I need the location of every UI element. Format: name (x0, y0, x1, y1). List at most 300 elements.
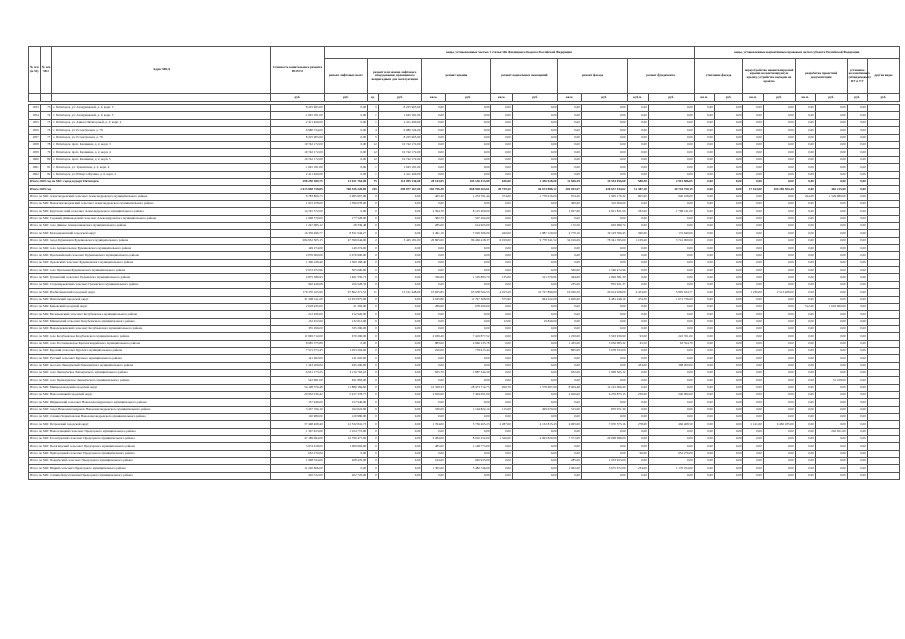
value-cell: 0,00 (795, 178, 815, 185)
value-cell: 0,00 (763, 384, 795, 391)
value-cell: 0,00 (627, 311, 648, 318)
value-cell: 0,00 (815, 201, 847, 208)
value-cell: 0,00 (445, 325, 491, 332)
value-cell: 284 952 505,15 (271, 237, 324, 244)
value-cell: 678 260,00 (445, 303, 491, 310)
value-cell: 0,00 (714, 355, 743, 362)
value-cell: 0,00 (714, 208, 743, 215)
value-cell: 0,00 (743, 274, 763, 281)
value-cell (867, 259, 899, 266)
value-cell: 2 018 935,00 (271, 303, 324, 310)
value-cell: 0,00 (714, 333, 743, 340)
value-cell: 20 865,00 (422, 237, 445, 244)
value-cell: 278,00 (627, 421, 648, 428)
municipality-total-row (29, 347, 900, 354)
value-cell: 0,00 (627, 267, 648, 274)
value-cell: 0,00 (763, 119, 795, 126)
value-cell: 0,00 (795, 281, 815, 288)
value-cell: 940 108,00 (648, 193, 694, 200)
value-cell: 1 233 791,44 (445, 193, 491, 200)
value-cell: 0 (368, 428, 379, 435)
value-cell: 0,00 (763, 245, 795, 252)
value-cell: 0,00 (815, 443, 847, 450)
value-cell: 1 603 960,00 (815, 303, 847, 310)
value-cell: 0,00 (815, 325, 847, 332)
value-cell: 0 (368, 391, 379, 398)
value-cell: 19 554 056,60 (581, 178, 627, 185)
value-cell: 0,00 (694, 267, 714, 274)
municipality-total-row (29, 399, 900, 406)
value-cell: 1 236,00 (743, 289, 763, 296)
value-cell: 141 602,00 (324, 355, 368, 362)
value-cell: 0,00 (581, 171, 627, 178)
municipality-total-row (29, 208, 900, 215)
value-cell: 0,00 (581, 318, 627, 325)
value-cell: 0,00 (445, 428, 491, 435)
value-cell: 0,00 (847, 436, 867, 443)
row-address: г. Пятигорск, ул. Транзитная, д. 2, корп. 4 (52, 164, 271, 171)
value-cell: 5 (368, 105, 379, 112)
value-cell: 5 056 085,32 (581, 340, 627, 347)
value-cell: 0,00 (512, 215, 558, 222)
value-cell: 0,00 (512, 377, 558, 384)
value-cell: 4 (368, 127, 379, 134)
municipality-total-row (29, 237, 900, 244)
value-cell: 0,00 (512, 119, 558, 126)
value-cell: 0,00 (627, 325, 648, 332)
value-cell: 2 411 400,00 (271, 171, 324, 178)
row-number-mo: 77 (40, 134, 52, 141)
value-cell: 0,00 (627, 215, 648, 222)
value-cell: 0,00 (694, 311, 714, 318)
value-cell: 19 742 172,00 (378, 149, 422, 156)
unit-cell: кв.м. (422, 94, 445, 102)
row-number: 1960 (29, 156, 41, 163)
row-number: 1956 (29, 127, 41, 134)
table-row (29, 119, 900, 126)
value-cell: 0,00 (648, 377, 694, 384)
value-cell (867, 237, 899, 244)
value-cell: 0,00 (847, 178, 867, 185)
value-cell: 0,00 (422, 267, 445, 274)
value-cell: 0,00 (795, 362, 815, 369)
value-cell: 1 461 559,73 (324, 274, 368, 281)
value-cell: 0,00 (694, 303, 714, 310)
value-cell: 883,00 (422, 340, 445, 347)
unit-cell: руб. (815, 94, 847, 102)
value-cell: 12 532 841,73 (324, 421, 368, 428)
value-cell: 0,00 (648, 156, 694, 163)
value-cell: 0,00 (491, 303, 512, 310)
value-cell: 0,00 (558, 127, 581, 134)
value-cell (867, 303, 899, 310)
value-cell: 0,00 (743, 178, 763, 185)
value-cell: 0,00 (648, 303, 694, 310)
municipality-total-row (29, 421, 900, 428)
value-cell: 0,00 (558, 112, 581, 119)
value-cell: 2 072 072,96 (271, 267, 324, 274)
value-cell: 6 980 724,00 (271, 127, 324, 134)
value-cell: 0,00 (378, 311, 422, 318)
value-cell: 0,00 (714, 164, 743, 171)
value-cell: 11 (368, 289, 379, 296)
value-cell: 0,00 (491, 311, 512, 318)
value-cell: 8 225 905,00 (271, 105, 324, 112)
value-cell: 0,00 (491, 252, 512, 259)
value-cell: 0,00 (491, 267, 512, 274)
unit-blank (40, 94, 52, 102)
value-cell: 0,00 (714, 428, 743, 435)
value-cell: 0,00 (378, 355, 422, 362)
value-cell: 932,00 (558, 369, 581, 376)
value-cell: 0,00 (847, 259, 867, 266)
value-cell: 298 250 380,75 (271, 178, 324, 185)
value-cell: 0,00 (815, 311, 847, 318)
value-cell: 0,00 (445, 149, 491, 156)
value-cell: 0,00 (763, 391, 795, 398)
value-cell: 0,00 (422, 156, 445, 163)
value-cell: 2 915 586,65 (648, 178, 694, 185)
value-cell: 0,00 (815, 127, 847, 134)
value-cell: 96,00 (627, 450, 648, 457)
value-cell: 0,00 (714, 472, 743, 479)
value-cell: 63 354,79 (648, 340, 694, 347)
value-cell: 0,00 (627, 105, 648, 112)
value-cell: 0,00 (512, 141, 558, 148)
row-address: г. Пятигорск, ул. Ессентукская, д. 78 (52, 134, 271, 141)
header-lift-shafts: ремонт лифтовых шахт (324, 59, 368, 94)
value-cell: 1 645 181,00 (378, 164, 422, 171)
value-cell: 0,00 (743, 149, 763, 156)
value-cell: 0 (368, 436, 379, 443)
value-cell: 0,00 (378, 443, 422, 450)
value-cell: 1 305,00 (422, 465, 445, 472)
value-cell: 0,00 (815, 333, 847, 340)
value-cell: 0,00 (815, 458, 847, 465)
value-cell: 0,00 (743, 127, 763, 134)
value-cell: 28 339,48 (324, 223, 368, 230)
value-cell: 0,00 (445, 112, 491, 119)
value-cell: 0,00 (581, 377, 627, 384)
value-cell: 311 370,00 (512, 274, 558, 281)
value-cell: 0 (368, 230, 379, 237)
value-cell: 316 000,00 (581, 201, 627, 208)
value-cell: 9 778 541,52 (512, 237, 558, 244)
value-cell: 0,00 (445, 267, 491, 274)
value-cell: 0,00 (558, 443, 581, 450)
value-cell: 5 (368, 134, 379, 141)
municipality-total-row (29, 428, 900, 435)
value-cell: 194,00 (422, 458, 445, 465)
value-cell: 1 645 181,00 (271, 164, 324, 171)
value-cell: 0 (368, 369, 379, 376)
value-cell: 285,00 (558, 458, 581, 465)
municipality-label: Итого по МО: село Кочубеевское Кочубеевского муниципального района (29, 333, 271, 340)
value-cell: 0,00 (795, 141, 815, 148)
value-cell: 0,00 (795, 149, 815, 156)
value-cell: 1 247 085,12 (271, 223, 324, 230)
municipality-label: Итого по МО: Прасковейский сельсовет Буденновского муниципального района (29, 252, 271, 259)
value-cell: 0,00 (795, 311, 815, 318)
value-cell: 360,00 (627, 230, 648, 237)
value-cell: 0,00 (795, 112, 815, 119)
value-cell: 426,00 (491, 230, 512, 237)
value-cell: 0,00 (648, 458, 694, 465)
value-cell: 0,00 (694, 436, 714, 443)
value-cell: 0,00 (491, 347, 512, 354)
value-cell: 1 033 923,00 (581, 458, 627, 465)
value-cell: 0,00 (558, 318, 581, 325)
value-cell: 0,00 (512, 164, 558, 171)
value-cell: 0,00 (627, 156, 648, 163)
value-cell: 0,00 (795, 105, 815, 112)
unit-cell: кв.м. (795, 94, 815, 102)
value-cell: 0,00 (581, 325, 627, 332)
value-cell: 0,00 (558, 149, 581, 156)
value-cell: 0,00 (714, 215, 743, 222)
value-cell: 0,00 (378, 193, 422, 200)
total-label: Итого 2029 год по МО: город-курорт Пятигорск (29, 178, 271, 185)
value-cell: 0,00 (815, 347, 847, 354)
unit-cell: куб.м. (627, 94, 648, 102)
value-cell: 0,00 (763, 208, 795, 215)
value-cell: 0,00 (743, 208, 763, 215)
value-cell: 0,00 (491, 333, 512, 340)
value-cell: 0,00 (815, 369, 847, 376)
value-cell: 0,00 (795, 186, 815, 193)
value-cell: 28 143,05 (422, 178, 445, 185)
value-cell: 0,00 (378, 391, 422, 398)
table-row (29, 149, 900, 156)
value-cell: 19 742 172,00 (271, 141, 324, 148)
value-cell: 0,00 (795, 164, 815, 171)
value-cell (867, 267, 899, 274)
value-cell: 0,00 (694, 215, 714, 222)
value-cell: 1 566 472,96 (581, 267, 627, 274)
unit-cell: кв.м. (694, 94, 714, 102)
value-cell: 0,00 (743, 369, 763, 376)
value-cell: 2 626,00 (558, 391, 581, 398)
value-cell: 0,00 (743, 311, 763, 318)
value-cell: 0,00 (512, 156, 558, 163)
value-cell: 0,00 (714, 112, 743, 119)
value-cell: 0,00 (512, 428, 558, 435)
municipality-label: Итого по МО: Ширковский сельсовет Новоалександровского муниципального района (29, 399, 271, 406)
table-row (29, 171, 900, 178)
table-row (29, 112, 900, 119)
header-elevators: ремонт или замена лифтового оборудования, признанного непригодным для эксплуатации (368, 59, 422, 94)
municipality-label: Итого по МО: поселок Левокумский Левокумского муниципального района (29, 362, 271, 369)
value-cell (867, 450, 899, 457)
value-cell: 0,00 (445, 281, 491, 288)
value-cell: 0,00 (378, 347, 422, 354)
value-cell: 0,00 (743, 296, 763, 303)
value-cell: 0,00 (815, 296, 847, 303)
value-cell (867, 112, 899, 119)
municipality-total-row (29, 377, 900, 384)
value-cell: 0,00 (491, 259, 512, 266)
value-cell: 0,00 (627, 119, 648, 126)
municipality-label: Итого по МО: Александровский сельсовет Александровского муниципального района (29, 193, 271, 200)
value-cell: 0,00 (795, 171, 815, 178)
value-cell: 0,00 (491, 223, 512, 230)
value-cell: 426 637 544,62 (581, 186, 627, 193)
municipality-total-row (29, 252, 900, 259)
value-cell: 135,00 (491, 274, 512, 281)
value-cell: 0,00 (422, 281, 445, 288)
value-cell: 285,00 (422, 223, 445, 230)
municipality-label: Итого по МО: Новоселицкий сельсовет Предгорного муниципального района (29, 428, 271, 435)
value-cell: 0,00 (627, 112, 648, 119)
value-cell: 3 741 000,00 (648, 237, 694, 244)
value-cell: 1 (368, 112, 379, 119)
header-num1: № п/п (н-52) (29, 47, 41, 94)
value-cell: 0,00 (445, 377, 491, 384)
value-cell: 0,00 (763, 127, 795, 134)
value-cell: 0,00 (815, 465, 847, 472)
municipality-label: Итого по МО: город Новоалександровск Новоалександровского муниципального района (29, 406, 271, 413)
value-cell (867, 399, 899, 406)
value-cell: 0,00 (763, 296, 795, 303)
row-address: г. Пятигорск, прсп. Калинина, д. 2, корп. 3 (52, 141, 271, 148)
value-cell: 4 770,10 (558, 230, 581, 237)
value-cell: 4 132 815,43 (512, 421, 558, 428)
value-cell: 12 (368, 141, 379, 148)
value-cell: 0,00 (743, 347, 763, 354)
value-cell: 0,00 (558, 428, 581, 435)
value-cell: 0,00 (763, 164, 795, 171)
value-cell: 222 761,00 (648, 333, 694, 340)
value-cell: 0,00 (512, 303, 558, 310)
value-cell: 0,00 (795, 289, 815, 296)
value-cell: 0,00 (491, 164, 512, 171)
value-cell: 0,00 (743, 201, 763, 208)
value-cell: 636,00 (491, 178, 512, 185)
value-cell: 398 200,00 (648, 362, 694, 369)
value-cell: 0,00 (445, 472, 491, 479)
value-cell: 0 (368, 355, 379, 362)
value-cell: 614 665,00 (445, 223, 491, 230)
value-cell: 8 225 905,00 (378, 105, 422, 112)
value-cell: 1 148 773,00 (445, 443, 491, 450)
header-design-docs: разработка проектной документации (795, 59, 847, 94)
value-cell: 0,00 (763, 414, 795, 421)
value-cell: 204 943,97 (558, 186, 581, 193)
value-cell: 0,00 (581, 119, 627, 126)
value-cell: 0,00 (815, 421, 847, 428)
value-cell: 0 (368, 406, 379, 413)
value-cell: 0,00 (378, 252, 422, 259)
value-cell: 2 076 900,00 (324, 252, 368, 259)
value-cell: 0,00 (648, 127, 694, 134)
value-cell: 0,00 (694, 141, 714, 148)
row-address: г. Пятигорск, ул. Анисы Пятигорской, д. 3, корп. 2 (52, 119, 271, 126)
value-cell: 0,00 (795, 347, 815, 354)
value-cell: 230,00 (627, 391, 648, 398)
value-cell: 0,00 (763, 267, 795, 274)
value-cell: 0,00 (694, 369, 714, 376)
value-cell: 30 744 750,19 (648, 186, 694, 193)
row-address: г. Пятигорск, ул. Аллаудиновой, д. 6, корп. 5 (52, 112, 271, 119)
value-cell: 0 (368, 399, 379, 406)
value-cell: 0,00 (422, 325, 445, 332)
value-cell: 0,00 (847, 391, 867, 398)
value-cell: 0,00 (512, 347, 558, 354)
value-cell: 0,00 (491, 208, 512, 215)
value-cell: 0,00 (648, 414, 694, 421)
value-cell: 78 341 395,00 (581, 237, 627, 244)
value-cell: 0,00 (445, 252, 491, 259)
value-cell: 0 (368, 267, 379, 274)
header-metering-devices: установка коллективных (общедомовых) ПУ и УУ (847, 59, 867, 94)
value-cell: 0,00 (815, 281, 847, 288)
value-cell: 0,00 (714, 458, 743, 465)
municipality-label: Итого по МО: Круглолесский сельсовет Александровского муниципального района (29, 208, 271, 215)
value-cell: 0,00 (648, 384, 694, 391)
value-cell: 0,00 (847, 223, 867, 230)
value-cell: 0,00 (795, 436, 815, 443)
value-cell: 0,00 (445, 245, 491, 252)
unit-cell: кв.м. (558, 94, 581, 102)
value-cell: 0,00 (558, 259, 581, 266)
value-cell: 0,00 (763, 134, 795, 141)
value-cell: 0,00 (422, 355, 445, 362)
value-cell: 0,00 (714, 303, 743, 310)
value-cell: 0 (368, 472, 379, 479)
municipality-total-row (29, 458, 900, 465)
value-cell: 0,00 (815, 156, 847, 163)
value-cell: 224,00 (795, 193, 815, 200)
value-cell: 0,00 (714, 406, 743, 413)
value-cell: 0,00 (512, 201, 558, 208)
value-cell: 0,00 (378, 436, 422, 443)
value-cell: 0,00 (694, 134, 714, 141)
value-cell: 0,00 (714, 259, 743, 266)
municipality-label: Итого по МО: Изобильненский городской округ (29, 289, 271, 296)
value-cell: 1 826 581,30 (581, 274, 627, 281)
value-cell: 2 076 900,00 (271, 252, 324, 259)
value-cell: 0,00 (378, 274, 422, 281)
value-cell: 0,00 (445, 318, 491, 325)
value-cell: 868 948 263,61 (445, 186, 491, 193)
unit-cell: руб. (714, 94, 743, 102)
value-cell: 0,00 (627, 428, 648, 435)
value-cell: 603 080,74 (581, 223, 627, 230)
value-cell: 0,00 (847, 355, 867, 362)
value-cell: 2 085 967,00 (324, 193, 368, 200)
value-cell: 0,00 (847, 193, 867, 200)
value-cell: 0,00 (378, 406, 422, 413)
value-cell: 0,00 (763, 436, 795, 443)
value-cell: 0,00 (763, 237, 795, 244)
value-cell: 0,00 (694, 149, 714, 156)
value-cell: 0,00 (627, 355, 648, 362)
value-cell: 0,00 (694, 156, 714, 163)
value-cell: 805,00 (627, 193, 648, 200)
value-cell: 332,00 (627, 208, 648, 215)
value-cell: 0,00 (491, 428, 512, 435)
row-number: 1955 (29, 119, 41, 126)
value-cell: 588,38 (627, 178, 648, 185)
value-cell: 0,00 (847, 141, 867, 148)
value-cell (867, 318, 899, 325)
value-cell: 3 563 036,90 (581, 333, 627, 340)
value-cell: 0,00 (491, 201, 512, 208)
value-cell: 0,00 (558, 450, 581, 457)
value-cell: 1 435,00 (558, 340, 581, 347)
value-cell: 0,00 (648, 259, 694, 266)
value-cell: 0,00 (763, 333, 795, 340)
